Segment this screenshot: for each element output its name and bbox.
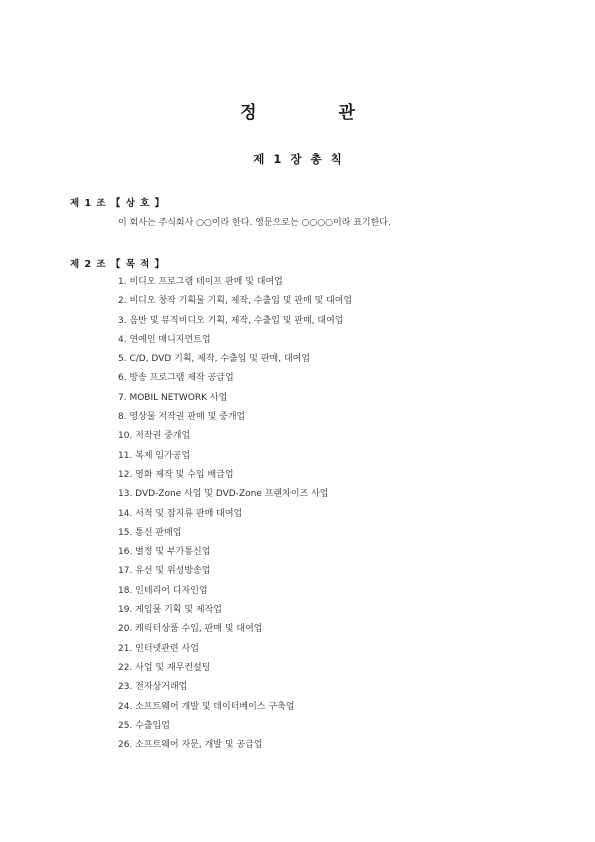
purpose-list-item: 2. 비디오 창작 기획물 기획, 제작, 수출입 및 판매 및 대여업: [118, 296, 353, 307]
purpose-list-item: 1. 비디오 프로그램 테이프 판매 및 대여업: [118, 277, 283, 287]
purpose-list-item: 21. 인터넷관련 사업: [118, 643, 199, 654]
purpose-list-item: 20. 캐릭터상품 수입, 판매 및 대여업: [118, 624, 263, 635]
purpose-list-item: 4. 연예인 매니지먼트업: [118, 334, 211, 345]
document-title: 정 관: [240, 103, 393, 123]
purpose-list-item: 26. 소프트웨어 자문, 개발 및 공급업: [118, 740, 263, 751]
purpose-list: [118, 273, 352, 755]
purpose-list-item: 13. DVD-Zone 사업 및 DVD-Zone 프랜차이즈 사업: [118, 489, 329, 500]
purpose-list-item: 7. MOBIL NETWORK 사업: [118, 392, 228, 403]
purpose-list-item: 17. 유선 및 위성방송업: [118, 566, 211, 577]
purpose-list-item: 24. 소프트웨어 개발 및 데이터베이스 구축업: [118, 701, 295, 712]
purpose-list-item: 14. 서적 및 잡지류 판매 대여업: [118, 508, 243, 519]
article-1-heading: 제 1 조 【 상 호 】: [70, 198, 165, 209]
purpose-list-item: 25. 수출입업: [118, 720, 170, 731]
purpose-list-item: 10. 저작권 중개업: [118, 431, 191, 442]
purpose-list-item: 19. 게임물 기획 및 제작업: [118, 605, 223, 616]
purpose-list-item: 23. 전자상거래업: [118, 682, 188, 693]
purpose-list-item: 6. 방송 프로그램 제작 공급업: [118, 373, 234, 384]
purpose-list-item: 18. 인테리어 디자인업: [118, 585, 208, 596]
purpose-list-item: 12. 영화 제작 및 수입 배급업: [118, 469, 234, 480]
purpose-list-item: 22. 사업 및 재무컨설팅: [118, 662, 211, 673]
article-2-heading: 제 2 조 【 목 적 】: [70, 259, 165, 270]
chapter-title: 제 1 장 총 칙: [253, 152, 342, 166]
purpose-list-item: 3. 음반 및 뮤직비디오 기획, 제작, 수출입 및 판매, 대여업: [118, 315, 344, 326]
purpose-list-item: 8. 영상물 저작권 판매 및 중개업: [118, 412, 246, 423]
purpose-list-item: 15. 통신 판매업: [118, 527, 182, 538]
purpose-list-item: 11. 복제 임가공업: [118, 450, 191, 461]
article-1-body: 이 회사는 주식회사 ○○이라 한다. 영문으로는 ○○○○이라 표기한다.: [118, 218, 391, 228]
purpose-list-item: 5. C/D, DVD 기획, 제작, 수출입 및 판매, 대여업: [118, 354, 311, 365]
purpose-list-item: 16. 별정 및 부가통신업: [118, 547, 211, 558]
